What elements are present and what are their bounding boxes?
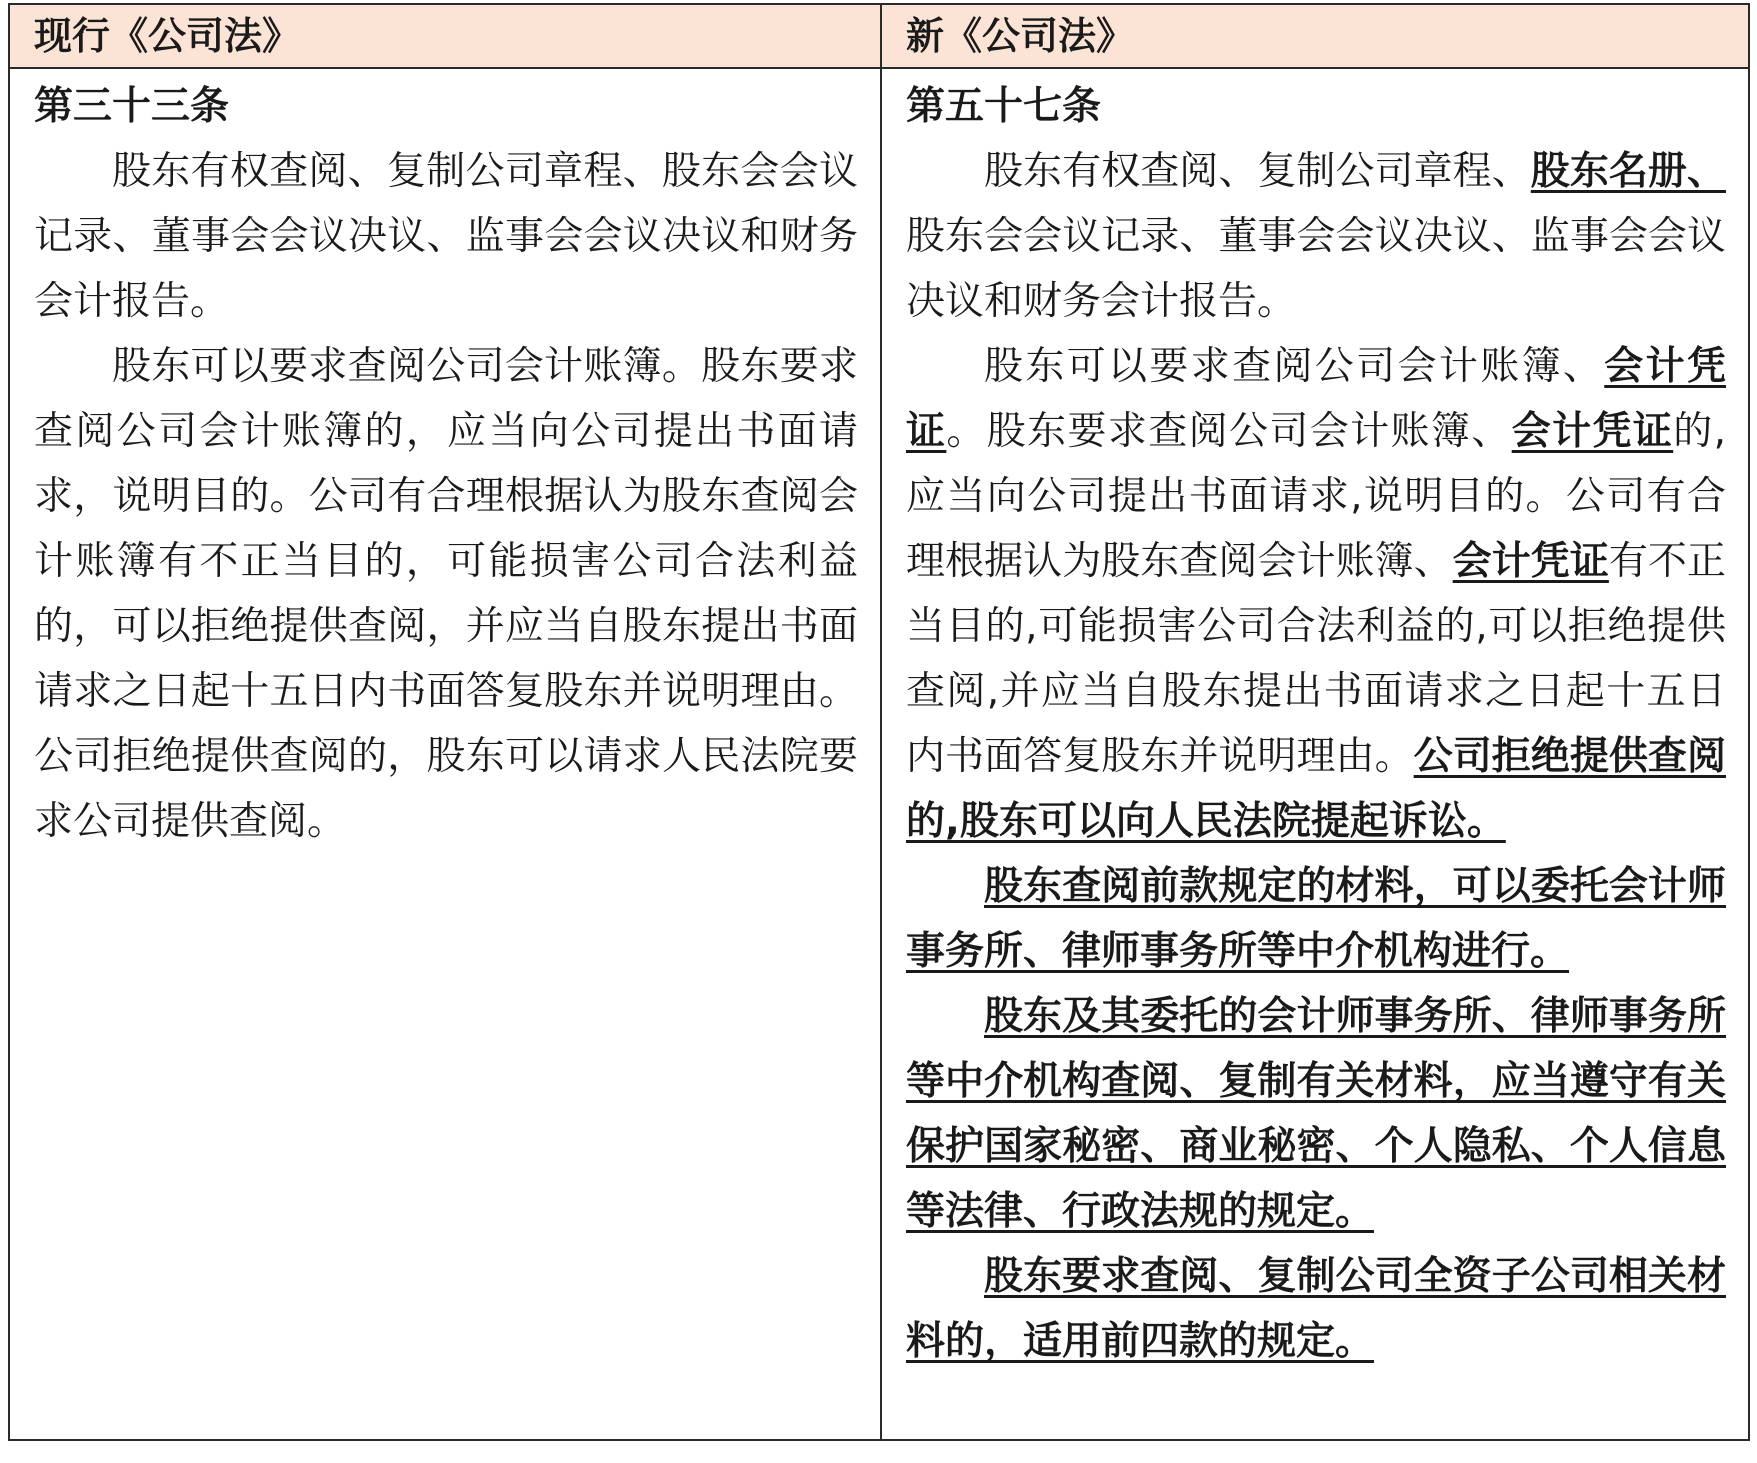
content-row	[9, 68, 1749, 1440]
new-paragraph-4: 股东及其委托的会计师事务所、律师事务所等中介机构查阅、复制有关材料，应当遵守有关保护国家秘密、商业秘密、个人隐私、个人信息等法律、行政法规的规定。	[906, 994, 1726, 1234]
new-p2-text-2: 。股东要求查阅公司会计账簿、	[946, 409, 1512, 454]
new-p2-change-3: 会计凭证	[1452, 539, 1609, 584]
new-paragraph-3: 股东查阅前款规定的材料，可以委托会计师事务所、律师事务所等中介机构进行。	[906, 864, 1726, 974]
header-row	[9, 4, 1749, 68]
new-article-number: 第五十七条	[906, 84, 1102, 129]
new-paragraph-5: 股东要求查阅、复制公司全资子公司相关材料的，适用前四款的规定。	[906, 1254, 1726, 1364]
new-p2-change-2: 会计凭证	[1511, 409, 1674, 454]
new-p2-text-1: 股东可以要求查阅公司会计账簿、	[984, 344, 1605, 389]
new-p2-change-4: 公司拒绝提供查阅的,股东可以向人民法院提起诉讼。	[906, 734, 1726, 844]
new-p1-change-1: 股东名册、	[1530, 149, 1726, 194]
new-paragraph-1	[906, 139, 1726, 334]
new-law-cell	[881, 68, 1749, 1440]
new-p2-text-3: 的,应当向公司提出书面请求,说明目的。公司有合理根据认为股东查阅会计账簿、	[906, 409, 1726, 584]
new-p1-text-2: 股东会会议记录、董事会会议决议、监事会会议决议和财务会计报告。	[906, 214, 1726, 324]
new-p2-text-4: 有不正当目的,可能损害公司合法利益的,可以拒绝提供查阅,并应当自股东提出书面请求之日起十五日内书面答复股东并说明理由。	[906, 539, 1726, 779]
old-article-number: 第三十三条	[34, 84, 230, 129]
header-old-law: 现行《公司法》	[9, 4, 881, 68]
new-p2-change-1: 会计凭证	[906, 344, 1726, 454]
old-law-cell	[9, 68, 881, 1440]
new-p1-text-1: 股东有权查阅、复制公司章程、	[984, 149, 1531, 194]
header-new-law: 新《公司法》	[881, 4, 1749, 68]
law-comparison-table	[8, 3, 1750, 1441]
old-paragraph-1: 股东有权查阅、复制公司章程、股东会会议记录、董事会会议决议、监事会会议决议和财务会计报告。	[34, 149, 858, 324]
new-paragraph-2	[906, 334, 1726, 854]
old-paragraph-2: 股东可以要求查阅公司会计账簿。股东要求查阅公司会计账簿的，应当向公司提出书面请求，说明目的。公司有合理根据认为股东查阅会计账簿有不正当目的，可能损害公司合法利益的，可以拒绝提供查阅，并应当自股东提出书面请求之日起十五日内书面答复股东并说明理由。公司拒绝提供查阅的，股东可以请求人民法院要求公司提供查阅。	[34, 344, 858, 844]
